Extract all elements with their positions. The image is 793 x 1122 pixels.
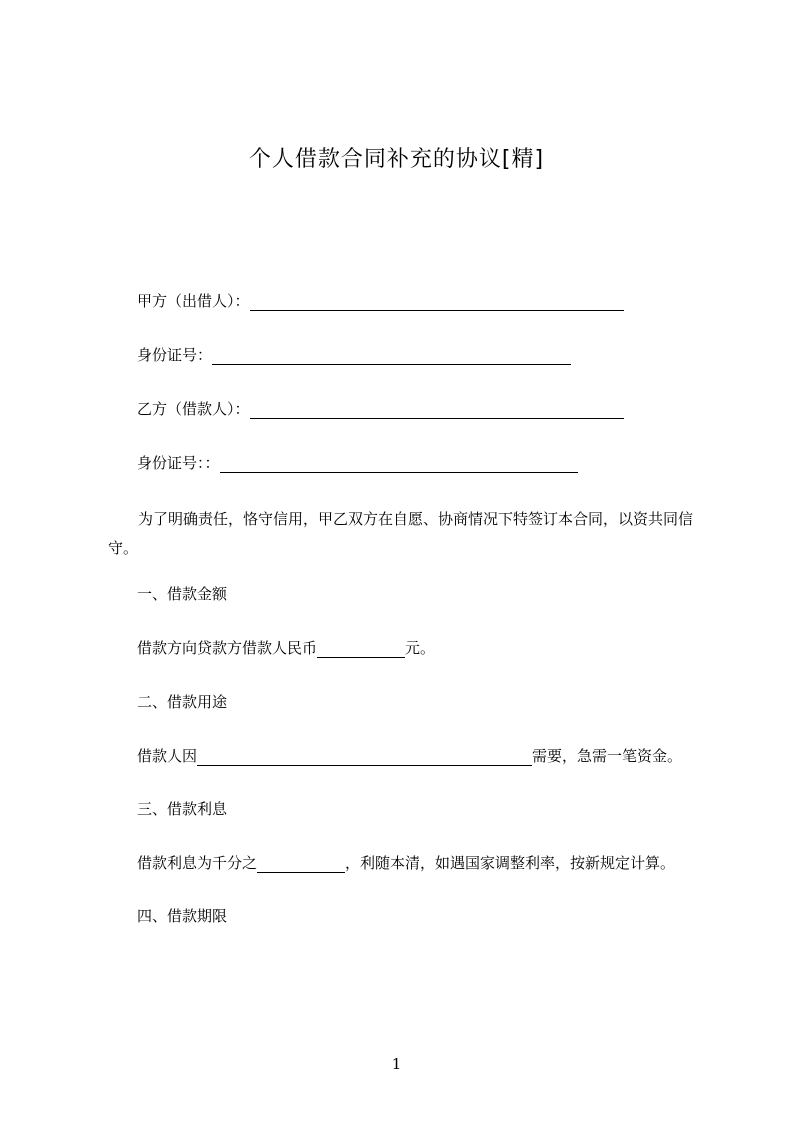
id-a-label: 身份证号： [137,346,213,364]
id-a-blank[interactable] [212,350,571,365]
section-3-body [137,852,675,873]
page-number: 1 [391,1055,402,1073]
party-b-line [137,398,624,419]
intro-paragraph: 为了明确责任，恪守信用，甲乙双方在自愿、协商情况下特签订本合同，以资共同信守。 [108,510,694,557]
section-2-body [137,745,682,766]
section-2-heading: 二、借款用途 [137,693,228,711]
section-2-text-before: 借款人因 [137,747,198,765]
section-2-text-after: 需要，急需一笔资金。 [532,747,683,765]
party-b-blank[interactable] [250,404,624,419]
id-a-line [137,344,571,365]
section-4-heading: 四、借款期限 [137,907,228,925]
section-1-text-before: 借款方向贷款方借款人民币 [137,639,318,657]
id-b-line [137,452,578,473]
section-1-body [137,637,435,658]
section-3-heading: 三、借款利息 [137,800,228,818]
party-b-label: 乙方（借款人）： [137,400,250,418]
loan-amount-blank[interactable] [317,643,405,658]
document-title: 个人借款合同补充的协议[精] [248,147,545,172]
section-1-text-after: 元。 [405,639,436,657]
id-b-blank[interactable] [220,458,578,473]
party-a-line [137,290,624,311]
party-a-label: 甲方（出借人）： [137,292,250,310]
interest-rate-blank[interactable] [257,858,345,873]
section-1-heading: 一、借款金额 [137,585,228,603]
section-3-text-before: 借款利息为千分之 [137,854,258,872]
loan-purpose-blank[interactable] [197,751,532,766]
party-a-blank[interactable] [250,296,624,311]
section-3-text-after: ，利随本清，如遇国家调整利率，按新规定计算。 [345,854,676,872]
id-b-label: 身份证号：： [137,454,220,472]
